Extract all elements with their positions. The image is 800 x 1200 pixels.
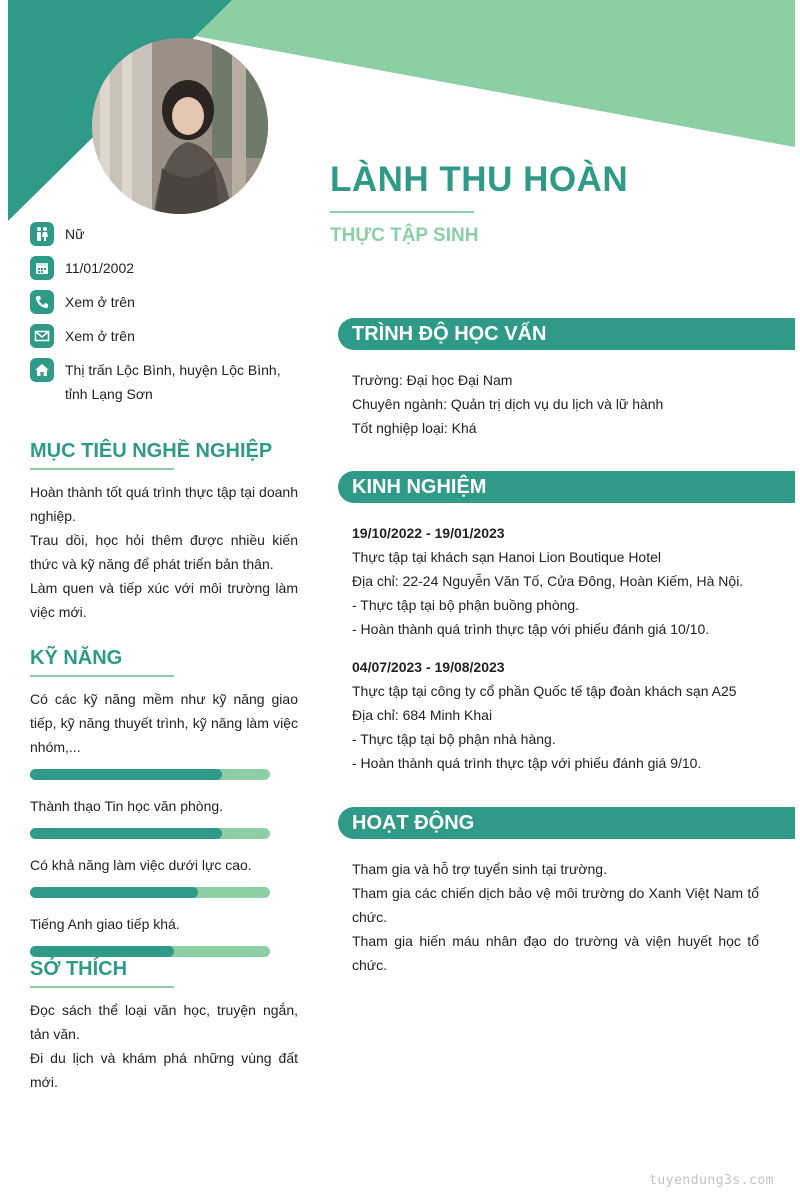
home-icon <box>30 358 54 382</box>
activities-body <box>338 857 795 977</box>
activity-line: Tham gia và hỗ trợ tuyển sinh tại trường. <box>352 861 607 877</box>
experience-period: 04/07/2023 - 19/08/2023 <box>352 659 505 675</box>
hobbies-underline <box>30 986 174 988</box>
experience-line: - Thực tập tại bộ phận buồng phòng. <box>352 597 580 613</box>
experience-section <box>338 471 795 789</box>
watermark: tuyendung3s.com <box>649 1173 774 1188</box>
skill-bar-fill <box>30 887 198 898</box>
birthday-text: 11/01/2002 <box>65 260 135 276</box>
contact-list <box>30 222 310 416</box>
education-line: Tốt nghiệp loại: Khá <box>352 420 477 436</box>
objective-line: Trau dồi, học hỏi thêm được nhiều kiến thức và kỹ năng để phát triển bản thân. <box>30 532 298 572</box>
experience-line: - Hoàn thành quá trình thực tập với phiếu đánh giá 9/10. <box>352 755 702 771</box>
hobby-line: Đọc sách thể loại văn học, truyện ngắn, tản văn. <box>30 1002 298 1042</box>
skills-underline <box>30 675 174 677</box>
objective-section <box>30 440 298 624</box>
contact-gender <box>30 222 310 246</box>
objective-line: Hoàn thành tốt quá trình thực tập tại doanh nghiệp. <box>30 484 298 524</box>
name-underline <box>330 211 474 213</box>
experience-line: Thực tập tại khách sạn Hanoi Lion Boutique Hotel <box>352 549 662 565</box>
skill-text: Có khả năng làm việc dưới lực cao. <box>30 857 252 873</box>
hobby-line: Đi du lịch và khám phá những vùng đất mới. <box>30 1050 298 1090</box>
experience-line: Địa chỉ: 22-24 Nguyễn Văn Tố, Cửa Đông, Hoàn Kiếm, Hà Nội. <box>352 573 744 589</box>
skill-bar-fill <box>30 828 222 839</box>
education-body <box>338 368 795 440</box>
objective-underline <box>30 468 174 470</box>
email-text[interactable]: Xem ở trên <box>65 328 135 344</box>
education-line: Trường: Đại học Đại Nam <box>352 372 513 388</box>
hobbies-section <box>30 958 298 1094</box>
hobbies-title: SỞ THÍCH <box>30 958 128 980</box>
skills-section <box>30 647 298 971</box>
experience-period: 19/10/2022 - 19/01/2023 <box>352 525 505 541</box>
email-icon <box>30 324 54 348</box>
education-title: TRÌNH ĐỘ HỌC VẤN <box>338 318 795 350</box>
objective-title: MỤC TIÊU NGHỀ NGHIỆP <box>30 440 273 462</box>
experience-line: - Thực tập tại bộ phận nhà hàng. <box>352 731 556 747</box>
gender-icon <box>30 222 54 246</box>
profile-photo <box>92 38 268 214</box>
skill-bar <box>30 769 270 780</box>
experience-line: Thực tập tại công ty cổ phần Quốc tế tập đoàn khách sạn A25 <box>352 683 737 699</box>
skill-bar-fill <box>30 769 222 780</box>
experience-body <box>338 521 795 775</box>
experience-line: - Hoàn thành quá trình thực tập với phiếu đánh giá 10/10. <box>352 621 710 637</box>
contact-phone <box>30 290 310 314</box>
experience-entry <box>352 521 759 641</box>
skill-bar-fill <box>30 946 174 957</box>
candidate-name: LÀNH THU HOÀN <box>330 160 629 199</box>
experience-title: KINH NGHIỆM <box>338 471 795 503</box>
objective-line: Làm quen và tiếp xúc với môi trường làm việc mới. <box>30 580 298 620</box>
calendar-icon <box>30 256 54 280</box>
contact-address <box>30 358 310 406</box>
skill-text: Có các kỹ năng mềm như kỹ năng giao tiếp, kỹ năng thuyết trình, kỹ năng làm việc nhóm,... <box>30 691 298 755</box>
education-section <box>338 318 795 440</box>
contact-birthday <box>30 256 310 280</box>
activities-section <box>338 807 795 977</box>
experience-line: Địa chỉ: 684 Minh Khai <box>352 707 493 723</box>
contact-email <box>30 324 310 348</box>
skills-title: KỸ NĂNG <box>30 647 123 669</box>
address-text: Thị trấn Lộc Bình, huyện Lộc Bình, tỉnh Lạng Sơn <box>65 362 281 402</box>
experience-entry <box>352 655 759 775</box>
phone-icon <box>30 290 54 314</box>
activity-line: Tham gia các chiến dịch bảo vệ môi trường do Xanh Việt Nam tổ chức. <box>352 885 759 925</box>
phone-text[interactable]: Xem ở trên <box>65 294 135 310</box>
skill-bar <box>30 887 270 898</box>
job-title: THỰC TẬP SINH <box>330 225 479 246</box>
education-line: Chuyên ngành: Quản trị dịch vụ du lịch và lữ hành <box>352 396 664 412</box>
skill-text: Tiếng Anh giao tiếp khá. <box>30 916 180 932</box>
activity-line: Tham gia hiến máu nhân đạo do trường và viện huyết học tổ chức. <box>352 933 759 973</box>
skill-text: Thành thạo Tin học văn phòng. <box>30 798 224 814</box>
gender-text: Nữ <box>65 226 85 242</box>
activities-title: HOẠT ĐỘNG <box>338 807 795 839</box>
skill-bar <box>30 828 270 839</box>
skill-bar <box>30 946 270 957</box>
